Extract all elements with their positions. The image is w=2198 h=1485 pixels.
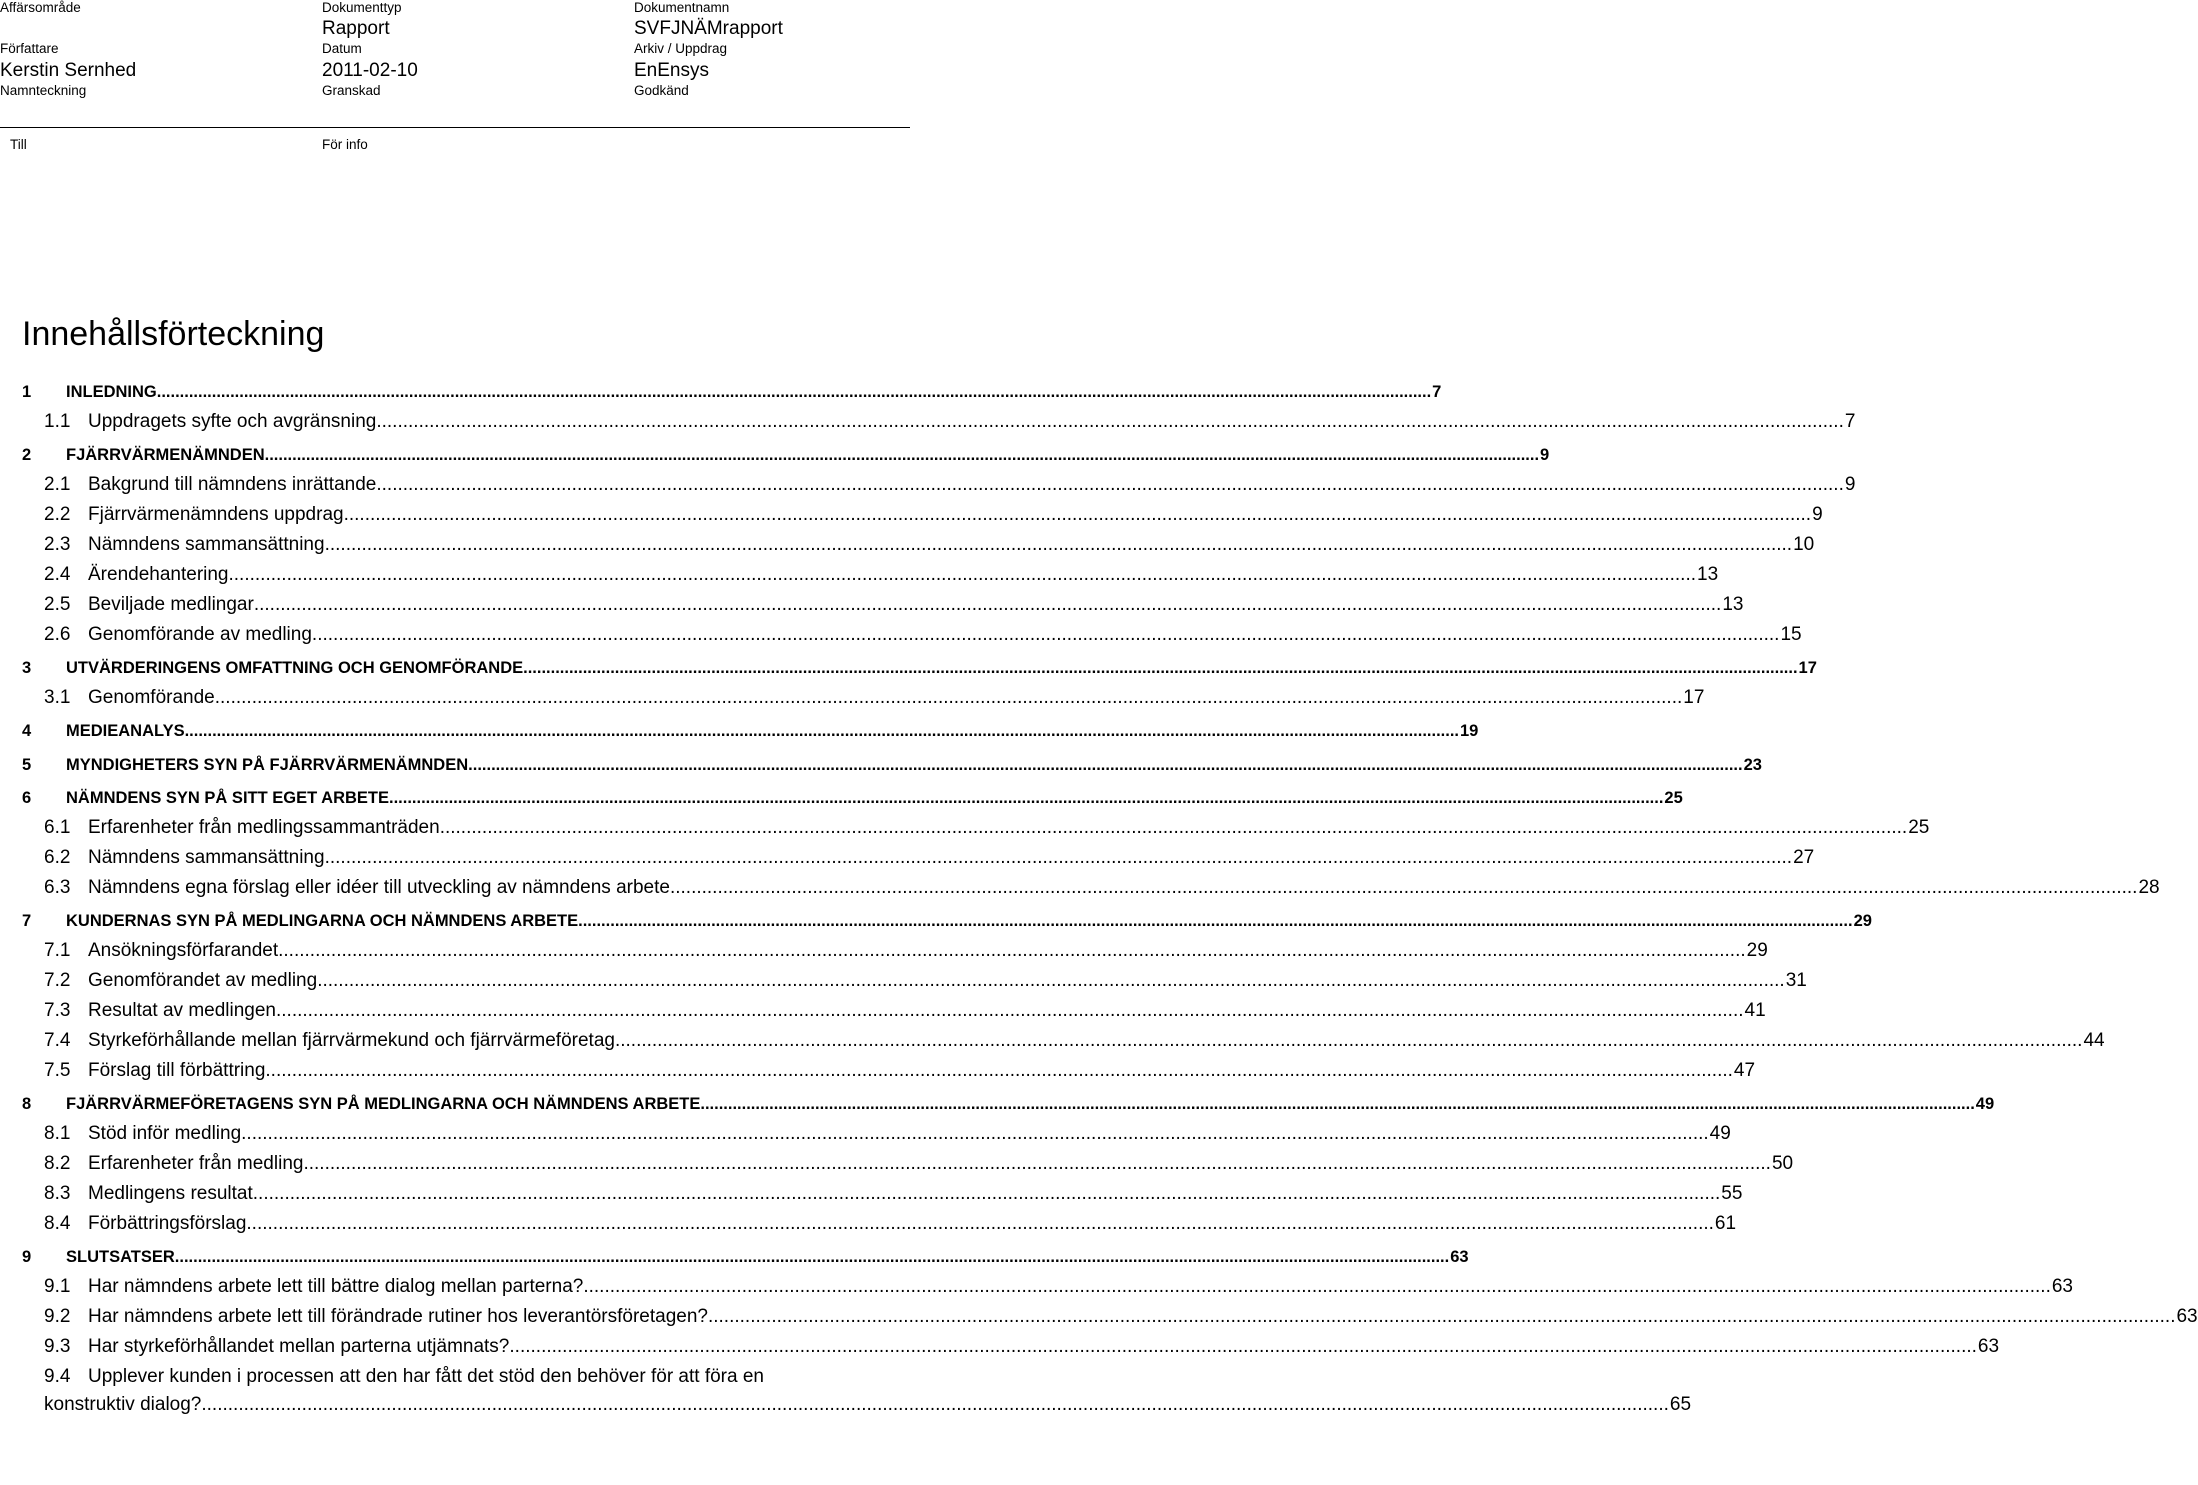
toc-entry-number: 3 xyxy=(22,659,32,677)
toc-entry-number: 2.4 xyxy=(44,564,71,585)
toc-entry[interactable] xyxy=(22,817,1930,839)
header-label-document-type: Dokumenttyp xyxy=(322,0,402,15)
toc-leader-dots xyxy=(578,910,1852,932)
toc-entry-page: 41 xyxy=(1744,1000,1766,1021)
toc-entry-number: 8 xyxy=(22,1095,32,1113)
toc-entry-title: Har styrkeförhållandet mellan parterna utjämnats? xyxy=(88,1336,510,1357)
toc-entry-page: 25 xyxy=(1664,789,1683,807)
toc-entry[interactable] xyxy=(22,534,1815,556)
toc-entry[interactable] xyxy=(22,1093,1995,1115)
toc-leader-dots xyxy=(523,657,1797,679)
toc-entry-number: 1.1 xyxy=(44,411,71,432)
toc-leader-dots xyxy=(344,504,1812,526)
toc-entry-continuation[interactable] xyxy=(44,1394,1692,1416)
toc-entry-title: Nämndens sammansättning xyxy=(88,847,325,868)
toc-entry-title: Stöd inför medling xyxy=(88,1123,242,1144)
toc-entry-title: Fjärrvärmenämndens uppdrag xyxy=(88,504,344,525)
toc-leader-dots xyxy=(254,594,1722,616)
toc-entry-number: 6.2 xyxy=(44,847,71,868)
toc-entry-page: 50 xyxy=(1771,1153,1794,1174)
toc-entry-number: 7.5 xyxy=(44,1060,71,1081)
toc-entry[interactable] xyxy=(22,381,1442,403)
toc-leader-dots xyxy=(312,624,1780,646)
toc-entry-title: Medlingens resultat xyxy=(88,1183,253,1204)
toc-entry-page: 44 xyxy=(2083,1030,2105,1051)
toc-entry[interactable] xyxy=(22,1336,2000,1358)
toc-entry-title: MEDIEANALYS xyxy=(66,722,185,740)
toc-leader-dots xyxy=(317,970,1785,992)
toc-entry-title-continued: konstruktiv dialog? xyxy=(44,1394,202,1415)
toc-entry-title: Styrkeförhållande mellan fjärrvärmekund och fjärrvärmeföretag xyxy=(88,1030,615,1051)
toc-entry[interactable] xyxy=(22,624,1802,646)
header-value-author: Kerstin Sernhed xyxy=(0,60,137,81)
toc-entry-page: 7 xyxy=(1844,411,1856,432)
toc-entry[interactable] xyxy=(22,1153,1794,1175)
toc-entry[interactable] xyxy=(22,970,1807,992)
toc-entry-title: Erfarenheter från medling xyxy=(88,1153,304,1174)
toc-entry-number: 7 xyxy=(22,912,32,930)
header-label-to: Till xyxy=(10,137,27,152)
toc-entry-page: 63 xyxy=(2051,1276,2073,1297)
toc-entry[interactable] xyxy=(22,787,1683,809)
toc-entry[interactable] xyxy=(22,657,1817,679)
toc-entry-number: 6.3 xyxy=(44,877,71,898)
toc-entry-number: 9.3 xyxy=(44,1336,71,1357)
toc-entry-number: 2.5 xyxy=(44,594,71,615)
toc-entry[interactable] xyxy=(22,877,2160,899)
toc-leader-dots xyxy=(157,381,1431,403)
header-divider xyxy=(0,127,910,128)
toc-entry-number: 2.6 xyxy=(44,624,71,645)
toc-entry-number: 8.1 xyxy=(44,1123,71,1144)
toc-entry-title: FJÄRRVÄRMENÄMNDEN xyxy=(66,446,265,464)
toc-leader-dots xyxy=(325,847,1793,869)
toc-entry-page: 17 xyxy=(1798,659,1817,677)
toc-entry-title: Nämndens sammansättning xyxy=(88,534,325,555)
toc-entry-title: Erfarenheter från medlingssammanträden xyxy=(88,817,440,838)
toc-entry-title: KUNDERNAS SYN PÅ MEDLINGARNA OCH NÄMNDENS ARBETE xyxy=(66,912,579,930)
toc-entry-number: 7.1 xyxy=(44,940,71,961)
toc-entry-number: 4 xyxy=(22,722,32,740)
toc-leader-dots xyxy=(215,687,1683,709)
toc-entry-page: 27 xyxy=(1793,847,1815,868)
toc-entry-title: NÄMNDENS SYN PÅ SITT EGET ARBETE xyxy=(66,789,389,807)
toc-entry[interactable] xyxy=(22,1183,1743,1205)
toc-entry-title: Nämndens egna förslag eller idéer till utveckling av nämndens arbete xyxy=(88,877,670,898)
toc-leader-dots xyxy=(376,411,1844,433)
toc-entry-page: 13 xyxy=(1697,564,1719,585)
toc-entry-number: 8.2 xyxy=(44,1153,71,1174)
toc-entry-page: 10 xyxy=(1793,534,1815,555)
header-label-business-area: Affärsområde xyxy=(0,0,81,15)
toc-entry-title: Upplever kunden i processen att den har fått det stöd den behöver för att föra en xyxy=(88,1366,764,1387)
toc-entry-number: 3.1 xyxy=(44,687,71,708)
toc-leader-dots xyxy=(670,877,2138,899)
toc-entry-title: Genomförandet av medling xyxy=(88,970,318,991)
toc-leader-dots xyxy=(276,1000,1744,1022)
toc-entry-page: 28 xyxy=(2138,877,2160,898)
toc-entry-title: Ärendehantering xyxy=(88,564,229,585)
toc-entry-page: 63 xyxy=(2176,1306,2198,1327)
header-value-document-name: SVFJNÄMrapport xyxy=(634,18,783,39)
toc-entry[interactable] xyxy=(22,687,1705,709)
toc-entry-number: 5 xyxy=(22,756,32,774)
toc-entry-page: 13 xyxy=(1722,594,1744,615)
toc-entry-title: Har nämndens arbete lett till bättre dialog mellan parterna? xyxy=(88,1276,584,1297)
toc-entry[interactable] xyxy=(22,411,1856,433)
toc-entry-title: UTVÄRDERINGENS OMFATTNING OCH GENOMFÖRANDE xyxy=(66,659,524,677)
toc-entry-number: 2.1 xyxy=(44,474,71,495)
header-label-date: Datum xyxy=(322,41,362,56)
header-value-archive: EnEnsys xyxy=(634,60,709,81)
toc-leader-dots xyxy=(708,1306,2176,1328)
toc-entry-page: 55 xyxy=(1721,1183,1743,1204)
toc-leader-dots xyxy=(265,1060,1733,1082)
toc-entry-page: 61 xyxy=(1714,1213,1737,1234)
toc-entry[interactable] xyxy=(22,1276,2073,1298)
toc-entry-number: 7.4 xyxy=(44,1030,71,1051)
toc-entry[interactable] xyxy=(22,1306,2198,1328)
toc-entry-page: 17 xyxy=(1683,687,1705,708)
toc-entry-page: 25 xyxy=(1908,817,1930,838)
toc-entry[interactable] xyxy=(22,1123,1731,1145)
toc-leader-dots xyxy=(389,787,1663,809)
toc-leader-dots xyxy=(376,474,1844,496)
toc-entry-number: 6.1 xyxy=(44,817,71,838)
toc-entry-page: 15 xyxy=(1780,624,1802,645)
toc-entry-title: SLUTSATSER xyxy=(66,1248,175,1266)
toc-leader-dots xyxy=(509,1336,1977,1358)
toc-leader-dots xyxy=(278,940,1746,962)
toc-leader-dots xyxy=(325,534,1793,556)
toc-entry-title: Förbättringsförslag xyxy=(88,1213,247,1234)
toc-entry[interactable] xyxy=(22,754,1762,776)
toc-entry-page: 31 xyxy=(1785,970,1807,991)
header-label-document-name: Dokumentnamn xyxy=(634,0,730,15)
toc-entry-number: 9.2 xyxy=(44,1306,71,1327)
toc-entry-page: 65 xyxy=(1669,1394,1692,1415)
toc-entry-number: 8.4 xyxy=(44,1213,71,1234)
toc-entry-number: 1 xyxy=(22,383,32,401)
toc-entry[interactable] xyxy=(22,1366,960,1388)
toc-entry-number: 9.4 xyxy=(44,1366,71,1387)
toc-leader-dots xyxy=(246,1213,1714,1235)
header-label-signature: Namnteckning xyxy=(0,83,87,98)
toc-entry-title: Ansökningsförfarandet xyxy=(88,940,279,961)
toc-leader-dots xyxy=(583,1276,2051,1298)
toc-entry-title: Beviljade medlingar xyxy=(88,594,254,615)
toc-entry[interactable] xyxy=(22,1030,2105,1052)
header-label-reviewed: Granskad xyxy=(322,83,381,98)
toc-entry-title: Genomförande xyxy=(88,687,215,708)
toc-leader-dots xyxy=(468,754,1742,776)
toc-entry-title: Genomförande av medling xyxy=(88,624,312,645)
header-label-archive: Arkiv / Uppdrag xyxy=(634,41,728,56)
toc-entry[interactable] xyxy=(22,940,1768,962)
toc-entry-title: MYNDIGHETERS SYN PÅ FJÄRRVÄRMENÄMNDEN xyxy=(66,756,469,774)
toc-entry[interactable] xyxy=(22,720,1479,742)
toc-entry[interactable] xyxy=(22,847,1815,869)
toc-leader-dots xyxy=(253,1183,1721,1205)
toc-entry-number: 2 xyxy=(22,446,32,464)
toc-entry-number: 9 xyxy=(22,1248,32,1266)
toc-entry[interactable] xyxy=(22,1213,1737,1235)
toc-entry-number: 7.2 xyxy=(44,970,71,991)
toc-leader-dots xyxy=(175,1246,1449,1268)
toc-entry-number: 7.3 xyxy=(44,1000,71,1021)
toc-entry-title: Uppdragets syfte och avgränsning xyxy=(88,411,377,432)
toc-entry-number: 2.2 xyxy=(44,504,71,525)
toc-entry-number: 9.1 xyxy=(44,1276,71,1297)
toc-entry-page: 19 xyxy=(1460,722,1479,740)
toc-entry[interactable] xyxy=(22,910,1872,932)
toc-entry[interactable] xyxy=(22,564,1719,586)
toc-entry-page: 9 xyxy=(1540,446,1550,464)
toc-leader-dots xyxy=(265,444,1539,466)
toc-entry-page: 63 xyxy=(1450,1248,1469,1266)
toc-entry-title: Förslag till förbättring xyxy=(88,1060,266,1081)
toc-entry-page: 23 xyxy=(1743,756,1762,774)
toc-leader-dots xyxy=(201,1394,1669,1416)
document-header xyxy=(0,0,960,160)
toc-entry-page: 29 xyxy=(1746,940,1768,961)
toc-entry[interactable] xyxy=(22,1000,1766,1022)
toc-entry[interactable] xyxy=(22,504,1823,526)
toc-leader-dots xyxy=(241,1123,1709,1145)
toc-leader-dots xyxy=(615,1030,2083,1052)
toc-entry-title: Bakgrund till nämndens inrättande xyxy=(88,474,377,495)
toc-leader-dots xyxy=(185,720,1459,742)
toc-entry-number: 6 xyxy=(22,789,32,807)
toc-entry-title: Har nämndens arbete lett till förändrade rutiner hos leverantörsföretagen? xyxy=(88,1306,708,1327)
toc-leader-dots xyxy=(440,817,1908,839)
toc-entry-page: 63 xyxy=(1977,1336,2000,1357)
toc-entry[interactable] xyxy=(22,594,1744,616)
toc-entry-title: INLEDNING xyxy=(66,383,157,401)
toc-entry-page: 47 xyxy=(1733,1060,1756,1081)
toc-leader-dots xyxy=(700,1093,1974,1115)
toc-entry-number: 8.3 xyxy=(44,1183,71,1204)
toc-entry-page: 49 xyxy=(1709,1123,1731,1144)
toc-entry-page: 7 xyxy=(1432,383,1442,401)
header-label-author: Författare xyxy=(0,41,59,56)
toc-entry-page: 9 xyxy=(1844,474,1856,495)
toc-entry[interactable] xyxy=(22,1060,1756,1082)
toc-leader-dots xyxy=(229,564,1697,586)
header-label-for-info: För info xyxy=(322,137,368,152)
toc-entry[interactable] xyxy=(22,444,1550,466)
toc-entry-number: 2.3 xyxy=(44,534,71,555)
toc-entry-title: FJÄRRVÄRMEFÖRETAGENS SYN PÅ MEDLINGARNA OCH NÄMNDENS ARBETE xyxy=(66,1095,701,1113)
toc-leader-dots xyxy=(303,1153,1771,1175)
toc-entry-page: 9 xyxy=(1812,504,1823,525)
header-label-approved: Godkänd xyxy=(634,83,689,98)
header-value-date: 2011-02-10 xyxy=(322,60,418,81)
toc-entry-page: 49 xyxy=(1975,1095,1995,1113)
toc-entry-title: Resultat av medlingen xyxy=(88,1000,276,1021)
toc-title: Innehållsförteckning xyxy=(22,315,325,353)
header-value-document-type: Rapport xyxy=(322,18,390,39)
toc-entry[interactable] xyxy=(22,1246,1469,1268)
toc-entry[interactable] xyxy=(22,474,1856,496)
toc-entry-page: 29 xyxy=(1853,912,1872,930)
